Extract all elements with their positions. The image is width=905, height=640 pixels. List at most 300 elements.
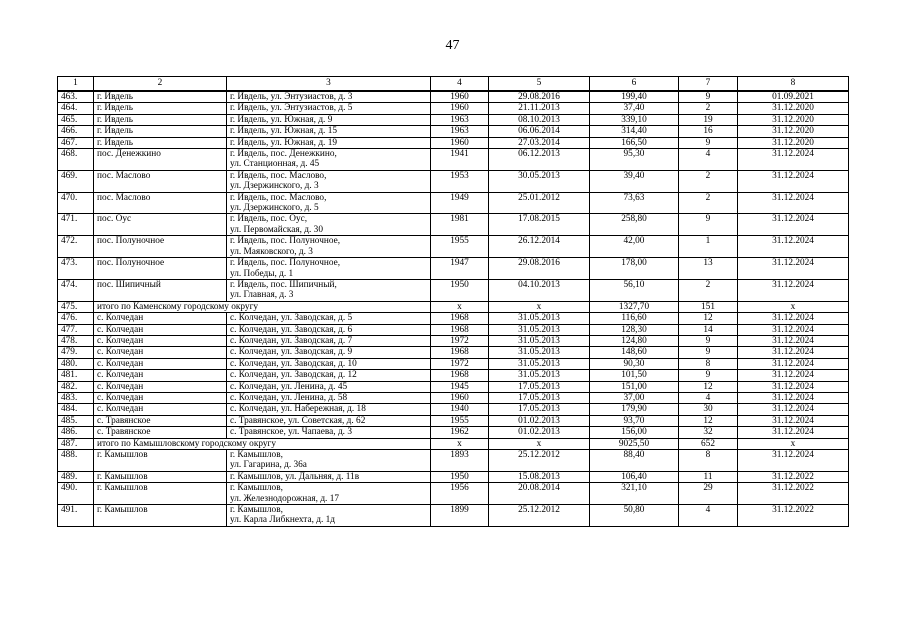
area-value: 156,00 (590, 427, 679, 438)
resettlement-deadline: 31.12.2024 (738, 427, 849, 438)
address-line: с. Колчедан, ул. Заводская, д. 9 (230, 347, 353, 358)
date-recognized: x (489, 301, 590, 312)
address-line: с. Колчедан, ул. Заводская, д. 10 (230, 358, 357, 369)
year-built: 1945 (431, 381, 489, 392)
settlement-name: г. Ивдель (94, 126, 227, 137)
resettlement-deadline: 31.12.2024 (738, 347, 849, 358)
year-built: x (431, 301, 489, 312)
column-number: 8 (738, 77, 849, 92)
row-number: 469. (58, 170, 94, 192)
area-value: 258,80 (590, 214, 679, 236)
building-address (227, 324, 431, 335)
area-value: 179,90 (590, 404, 679, 415)
year-built: 1955 (431, 236, 489, 258)
address-line: г. Ивдель, ул. Энтузиастов, д. 3 (230, 92, 353, 102)
address-line: с. Колчедан, ул. Ленина, д. 58 (230, 392, 348, 403)
row-number: 477. (58, 324, 94, 335)
resettlement-deadline: x (738, 438, 849, 449)
area-value: 1327,70 (590, 301, 679, 312)
building-address (227, 505, 431, 527)
date-recognized: 08.10.2013 (489, 114, 590, 125)
table-row (58, 137, 849, 148)
row-number: 463. (58, 91, 94, 103)
address-line: г. Ивдель, ул. Южная, д. 15 (230, 126, 337, 137)
table-row (58, 324, 849, 335)
settlement-name: с. Травянское (94, 427, 227, 438)
address-line: ул. Гагарина, д. 36а (230, 460, 307, 471)
date-recognized: 06.06.2014 (489, 126, 590, 137)
settlement-name: пос. Полуночное (94, 258, 227, 280)
building-address (227, 471, 431, 482)
building-address (227, 392, 431, 403)
table-row (58, 114, 849, 125)
resettlement-deadline: 01.09.2021 (738, 91, 849, 103)
address-line: с. Колчедан, ул. Заводская, д. 6 (230, 324, 353, 335)
date-recognized: 31.05.2013 (489, 347, 590, 358)
date-recognized: 31.05.2013 (489, 370, 590, 381)
resettlement-deadline: 31.12.2024 (738, 450, 849, 472)
date-recognized: 25.01.2012 (489, 192, 590, 214)
year-built: 1963 (431, 114, 489, 125)
table-row (58, 214, 849, 236)
table-row (58, 370, 849, 381)
resettlement-deadline: 31.12.2024 (738, 258, 849, 280)
resettlement-deadline: 31.12.2022 (738, 505, 849, 527)
settlement-name: с. Колчедан (94, 358, 227, 369)
residents-count: 12 (679, 415, 738, 426)
year-built: 1941 (431, 149, 489, 171)
year-built: 1968 (431, 313, 489, 324)
area-value: 90,30 (590, 358, 679, 369)
date-recognized: 31.05.2013 (489, 313, 590, 324)
residents-count: 151 (679, 301, 738, 312)
row-number: 491. (58, 505, 94, 527)
area-value: 42,00 (590, 236, 679, 258)
row-number: 482. (58, 381, 94, 392)
residents-count: 2 (679, 103, 738, 114)
area-value: 56,10 (590, 279, 679, 301)
address-line: с. Колчедан, ул. Заводская, д. 7 (230, 335, 353, 346)
resettlement-deadline: 31.12.2024 (738, 404, 849, 415)
year-built: 1950 (431, 471, 489, 482)
row-number: 489. (58, 471, 94, 482)
settlement-name: с. Колчедан (94, 370, 227, 381)
year-built: 1963 (431, 126, 489, 137)
year-built: 1968 (431, 324, 489, 335)
building-address (227, 335, 431, 346)
residents-count: 1 (679, 236, 738, 258)
table-row (58, 347, 849, 358)
building-address (227, 427, 431, 438)
settlement-name: пос. Маслово (94, 170, 227, 192)
settlement-name: г. Ивдель (94, 103, 227, 114)
settlement-name: с. Колчедан (94, 335, 227, 346)
year-built: 1960 (431, 91, 489, 103)
row-number: 471. (58, 214, 94, 236)
page-number: 47 (445, 38, 460, 53)
date-recognized: 15.08.2013 (489, 471, 590, 482)
area-value: 9025,50 (590, 438, 679, 449)
address-line: г. Камышлов, (230, 450, 283, 460)
settlement-name: пос. Полуночное (94, 236, 227, 258)
year-built: 1893 (431, 450, 489, 472)
address-line: с. Колчедан, ул. Ленина, д. 45 (230, 381, 348, 392)
settlement-name: с. Колчедан (94, 324, 227, 335)
resettlement-deadline: x (738, 301, 849, 312)
date-recognized: 17.05.2013 (489, 404, 590, 415)
column-number: 4 (431, 77, 489, 92)
residents-count: 4 (679, 392, 738, 403)
table-row (58, 505, 849, 527)
building-address (227, 258, 431, 280)
building-address (227, 103, 431, 114)
date-recognized: 17.08.2015 (489, 214, 590, 236)
residents-count: 2 (679, 279, 738, 301)
address-line: ул. Дзержинского, д. 3 (230, 181, 319, 192)
residents-count: 14 (679, 324, 738, 335)
year-built: 1960 (431, 137, 489, 148)
column-number: 1 (58, 77, 94, 92)
residents-count: 4 (679, 149, 738, 171)
table-row (58, 471, 849, 482)
address-line: г. Ивдель, пос. Денежкино, (230, 149, 337, 160)
residents-count: 12 (679, 313, 738, 324)
building-address (227, 137, 431, 148)
housing-register-table (57, 76, 849, 527)
area-value: 148,60 (590, 347, 679, 358)
row-number: 472. (58, 236, 94, 258)
address-line: с. Травянское, ул. Советская, д. 62 (230, 415, 366, 426)
row-number: 488. (58, 450, 94, 472)
settlement-name: с. Колчедан (94, 392, 227, 403)
row-number: 470. (58, 192, 94, 214)
residents-count: 32 (679, 427, 738, 438)
resettlement-deadline: 31.12.2024 (738, 381, 849, 392)
row-number: 467. (58, 137, 94, 148)
column-number-row (58, 77, 849, 92)
address-line: ул. Главная, д. 3 (230, 290, 294, 301)
resettlement-deadline: 31.12.2024 (738, 335, 849, 346)
building-address (227, 347, 431, 358)
residents-count: 16 (679, 126, 738, 137)
resettlement-deadline: 31.12.2020 (738, 126, 849, 137)
building-address (227, 149, 431, 171)
building-address (227, 214, 431, 236)
year-built: 1960 (431, 392, 489, 403)
year-built: 1960 (431, 103, 489, 114)
row-number: 483. (58, 392, 94, 403)
residents-count: 9 (679, 91, 738, 103)
date-recognized: 26.12.2014 (489, 236, 590, 258)
resettlement-deadline: 31.12.2024 (738, 324, 849, 335)
table-row (58, 170, 849, 192)
resettlement-deadline: 31.12.2020 (738, 103, 849, 114)
row-number: 478. (58, 335, 94, 346)
settlement-name: г. Ивдель (94, 137, 227, 148)
resettlement-deadline: 31.12.2024 (738, 392, 849, 403)
resettlement-deadline: 31.12.2024 (738, 192, 849, 214)
row-number: 464. (58, 103, 94, 114)
settlement-name: г. Камышлов (94, 505, 227, 527)
address-line: ул. Станционная, д. 45 (230, 159, 320, 170)
resettlement-deadline: 31.12.2024 (738, 279, 849, 301)
settlement-name: с. Колчедан (94, 381, 227, 392)
building-address (227, 370, 431, 381)
residents-count: 19 (679, 114, 738, 125)
area-value: 116,60 (590, 313, 679, 324)
column-number: 5 (489, 77, 590, 92)
row-number: 468. (58, 149, 94, 171)
subtotal-label: итого по Каменскому городскому округу (94, 301, 431, 312)
resettlement-deadline: 31.12.2022 (738, 483, 849, 505)
building-address (227, 170, 431, 192)
resettlement-deadline: 31.12.2024 (738, 313, 849, 324)
resettlement-deadline: 31.12.2020 (738, 137, 849, 148)
row-number: 486. (58, 427, 94, 438)
resettlement-deadline: 31.12.2024 (738, 358, 849, 369)
residents-count: 29 (679, 483, 738, 505)
area-value: 88,40 (590, 450, 679, 472)
residents-count: 652 (679, 438, 738, 449)
building-address (227, 483, 431, 505)
date-recognized: 01.02.2013 (489, 427, 590, 438)
table-row (58, 483, 849, 505)
table-row (58, 236, 849, 258)
row-number: 466. (58, 126, 94, 137)
settlement-name: г. Ивдель (94, 114, 227, 125)
building-address (227, 450, 431, 472)
column-number: 7 (679, 77, 738, 92)
date-recognized: 31.05.2013 (489, 324, 590, 335)
year-built: 1955 (431, 415, 489, 426)
area-value: 50,80 (590, 505, 679, 527)
date-recognized: 01.02.2013 (489, 415, 590, 426)
settlement-name: с. Травянское (94, 415, 227, 426)
address-line: ул. Маяковского, д. 3 (230, 246, 313, 257)
address-line: ул. Карла Либкнехта, д. 1д (230, 515, 335, 526)
date-recognized: 17.05.2013 (489, 392, 590, 403)
area-value: 37,00 (590, 392, 679, 403)
row-number: 481. (58, 370, 94, 381)
residents-count: 8 (679, 450, 738, 472)
address-line: г. Ивдель, ул. Южная, д. 9 (230, 114, 333, 125)
resettlement-deadline: 31.12.2024 (738, 170, 849, 192)
settlement-name: пос. Маслово (94, 192, 227, 214)
area-value: 93,70 (590, 415, 679, 426)
building-address (227, 192, 431, 214)
resettlement-deadline: 31.12.2024 (738, 236, 849, 258)
row-number: 487. (58, 438, 94, 449)
column-number: 3 (227, 77, 431, 92)
row-number: 476. (58, 313, 94, 324)
residents-count: 2 (679, 192, 738, 214)
row-number: 473. (58, 258, 94, 280)
year-built: 1950 (431, 279, 489, 301)
table-row (58, 450, 849, 472)
address-line: г. Ивдель, пос. Полуночное, (230, 236, 341, 247)
settlement-name: с. Колчедан (94, 313, 227, 324)
building-address (227, 358, 431, 369)
subtotal-row (58, 301, 849, 312)
address-line: г. Камышлов, (230, 483, 283, 494)
year-built: 1940 (431, 404, 489, 415)
residents-count: 9 (679, 137, 738, 148)
resettlement-deadline: 31.12.2024 (738, 415, 849, 426)
area-value: 339,10 (590, 114, 679, 125)
table-row (58, 404, 849, 415)
building-address (227, 236, 431, 258)
building-address (227, 313, 431, 324)
address-line: г. Ивдель, пос. Полуночное, (230, 258, 341, 269)
date-recognized: 30.05.2013 (489, 170, 590, 192)
year-built: 1956 (431, 483, 489, 505)
date-recognized: 29.08.2016 (489, 258, 590, 280)
table-row (58, 358, 849, 369)
settlement-name: г. Камышлов (94, 471, 227, 482)
residents-count: 2 (679, 170, 738, 192)
date-recognized: 04.10.2013 (489, 279, 590, 301)
area-value: 151,00 (590, 381, 679, 392)
address-line: г. Камышлов, (230, 505, 283, 516)
year-built: 1981 (431, 214, 489, 236)
address-line: г. Ивдель, пос. Оус, (230, 214, 308, 225)
address-line: с. Колчедан, ул. Заводская, д. 12 (230, 370, 357, 381)
area-value: 199,40 (590, 91, 679, 103)
year-built: 1947 (431, 258, 489, 280)
residents-count: 9 (679, 347, 738, 358)
settlement-name: г. Ивдель (94, 91, 227, 103)
area-value: 37,40 (590, 103, 679, 114)
address-line: с. Колчедан, ул. Набережная, д. 18 (230, 404, 366, 415)
table-row (58, 192, 849, 214)
date-recognized: 25.12.2012 (489, 450, 590, 472)
area-value: 166,50 (590, 137, 679, 148)
residents-count: 30 (679, 404, 738, 415)
resettlement-deadline: 31.12.2022 (738, 471, 849, 482)
settlement-name: пос. Шипичный (94, 279, 227, 301)
date-recognized: 27.03.2014 (489, 137, 590, 148)
address-line: г. Ивдель, пос. Маслово, (230, 192, 327, 203)
settlement-name: с. Колчедан (94, 404, 227, 415)
table-row (58, 103, 849, 114)
residents-count: 9 (679, 214, 738, 236)
table-row (58, 392, 849, 403)
year-built: 1972 (431, 358, 489, 369)
row-number: 490. (58, 483, 94, 505)
date-recognized: 29.08.2016 (489, 91, 590, 103)
residents-count: 8 (679, 358, 738, 369)
address-line: с. Травянское, ул. Чапаева, д. 3 (230, 427, 352, 438)
residents-count: 13 (679, 258, 738, 280)
building-address (227, 114, 431, 125)
address-line: с. Колчедан, ул. Заводская, д. 5 (230, 313, 353, 324)
settlement-name: пос. Оус (94, 214, 227, 236)
address-line: ул. Победы, д. 1 (230, 268, 294, 279)
area-value: 314,40 (590, 126, 679, 137)
residents-count: 9 (679, 335, 738, 346)
date-recognized: x (489, 438, 590, 449)
area-value: 128,30 (590, 324, 679, 335)
table-row (58, 126, 849, 137)
settlement-name: г. Камышлов (94, 483, 227, 505)
row-number: 474. (58, 279, 94, 301)
area-value: 124,80 (590, 335, 679, 346)
row-number: 484. (58, 404, 94, 415)
table-row (58, 258, 849, 280)
building-address (227, 126, 431, 137)
table-row (58, 149, 849, 171)
address-line: г. Камышлов, ул. Дальняя, д. 11в (230, 471, 360, 482)
year-built: 1899 (431, 505, 489, 527)
date-recognized: 25.12.2012 (489, 505, 590, 527)
year-built: x (431, 438, 489, 449)
settlement-name: г. Камышлов (94, 450, 227, 472)
year-built: 1949 (431, 192, 489, 214)
address-line: г. Ивдель, ул. Южная, д. 19 (230, 137, 337, 148)
area-value: 178,00 (590, 258, 679, 280)
building-address (227, 404, 431, 415)
area-value: 106,40 (590, 471, 679, 482)
resettlement-deadline: 31.12.2020 (738, 114, 849, 125)
date-recognized: 20.08.2014 (489, 483, 590, 505)
area-value: 101,50 (590, 370, 679, 381)
year-built: 1953 (431, 170, 489, 192)
address-line: ул. Дзержинского, д. 5 (230, 203, 319, 214)
area-value: 73,63 (590, 192, 679, 214)
column-number: 6 (590, 77, 679, 92)
date-recognized: 17.05.2013 (489, 381, 590, 392)
residents-count: 12 (679, 381, 738, 392)
residents-count: 9 (679, 370, 738, 381)
address-line: г. Ивдель, ул. Энтузиастов, д. 5 (230, 103, 353, 114)
date-recognized: 31.05.2013 (489, 358, 590, 369)
table-row (58, 279, 849, 301)
row-number: 465. (58, 114, 94, 125)
resettlement-deadline: 31.12.2024 (738, 149, 849, 171)
row-number: 475. (58, 301, 94, 312)
settlement-name: пос. Денежкино (94, 149, 227, 171)
table-row (58, 313, 849, 324)
year-built: 1972 (431, 335, 489, 346)
residents-count: 4 (679, 505, 738, 527)
year-built: 1968 (431, 347, 489, 358)
table-row (58, 335, 849, 346)
residents-count: 11 (679, 471, 738, 482)
table-row (58, 427, 849, 438)
table-row (58, 415, 849, 426)
building-address (227, 279, 431, 301)
row-number: 485. (58, 415, 94, 426)
column-number: 2 (94, 77, 227, 92)
subtotal-row (58, 438, 849, 449)
building-address (227, 381, 431, 392)
table-row (58, 381, 849, 392)
row-number: 479. (58, 347, 94, 358)
date-recognized: 06.12.2013 (489, 149, 590, 171)
area-value: 39,40 (590, 170, 679, 192)
address-line: г. Ивдель, пос. Шипичный, (230, 279, 337, 290)
year-built: 1968 (431, 370, 489, 381)
address-line: г. Ивдель, пос. Маслово, (230, 170, 327, 181)
table-row (58, 91, 849, 103)
date-recognized: 31.05.2013 (489, 335, 590, 346)
settlement-name: с. Колчедан (94, 347, 227, 358)
resettlement-deadline: 31.12.2024 (738, 370, 849, 381)
building-address (227, 415, 431, 426)
address-line: ул. Первомайская, д. 30 (230, 224, 323, 235)
resettlement-deadline: 31.12.2024 (738, 214, 849, 236)
subtotal-label: итого по Камышловскому городскому округу (94, 438, 431, 449)
